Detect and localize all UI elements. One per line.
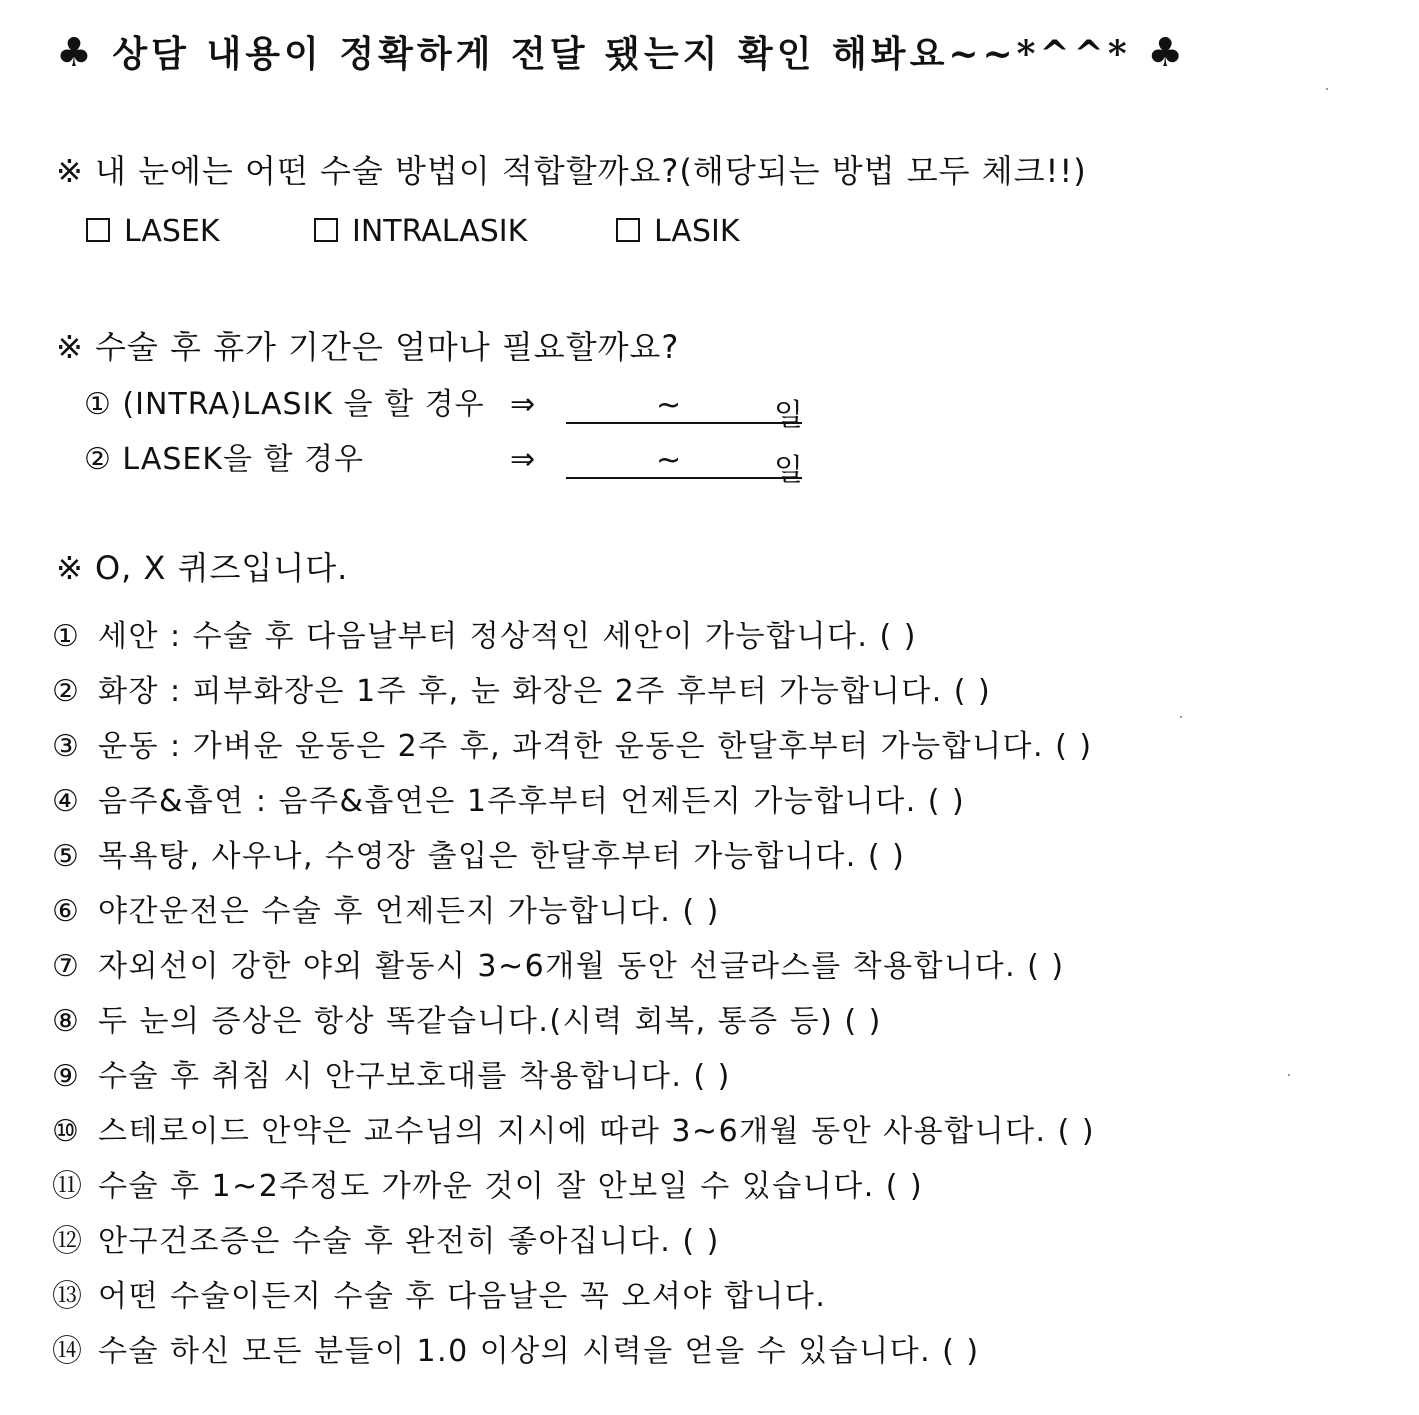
quiz-text: 야간운전은 수술 후 언제든지 가능합니다. ( ) <box>98 894 720 929</box>
quiz-item[interactable] <box>52 941 1065 985</box>
day-unit: 일 <box>774 398 803 433</box>
club-left-icon: ♣ <box>56 29 96 76</box>
option-lasik-label: LASIK <box>654 214 740 249</box>
tilde-separator: ~ <box>656 388 682 423</box>
quiz-item[interactable] <box>52 666 991 710</box>
quiz-text: 자외선이 강한 야외 활동시 3~6개월 동안 선글라스를 착용합니다. ( ) <box>98 949 1065 984</box>
day-unit: 일 <box>774 453 803 488</box>
arrow-icon: ⇒ <box>510 387 536 422</box>
arrow-icon: ⇒ <box>510 442 536 477</box>
title-text: 상담 내용이 정확하게 전달 됐는지 확인 해봐요~~*^^* <box>112 33 1131 75</box>
option-lasek-label: LASEK <box>124 214 220 249</box>
scan-speck <box>1180 716 1182 718</box>
quiz-text: 수술 후 1~2주정도 가까운 것이 잘 안보일 수 있습니다. ( ) <box>98 1169 924 1204</box>
page-title <box>56 29 1188 76</box>
tilde-separator: ~ <box>656 443 682 478</box>
quiz-number: ⑥ <box>52 894 81 929</box>
quiz-text: 수술 후 취침 시 안구보호대를 착용합니다. ( ) <box>98 1059 731 1094</box>
quiz-text: 두 눈의 증상은 항상 똑같습니다.(시력 회복, 통증 등) ( ) <box>98 1004 882 1039</box>
quiz-item[interactable] <box>52 1216 720 1260</box>
quiz-number: ⑩ <box>52 1114 81 1149</box>
quiz-text: 안구건조증은 수술 후 완전히 좋아집니다. ( ) <box>98 1224 720 1259</box>
quiz-text: 어떤 수술이든지 수술 후 다음날은 꼭 오셔야 합니다. <box>98 1279 827 1314</box>
option-lasek[interactable] <box>86 214 220 249</box>
quiz-item[interactable] <box>52 1161 923 1205</box>
quiz-text: 수술 하신 모든 분들이 1.0 이상의 시력을 얻을 수 있습니다. ( ) <box>98 1334 980 1369</box>
quiz-text: 세안 : 수술 후 다음날부터 정상적인 세안이 가능합니다. ( ) <box>98 619 917 654</box>
vacation-row-intralasik-label: ① (INTRA)LASIK 을 할 경우 <box>84 387 485 422</box>
quiz-number: ⑤ <box>52 839 81 874</box>
question-vacation-period: ※ 수술 후 휴가 기간은 얼마나 필요할까요? <box>56 328 680 366</box>
option-intralasik-label: INTRALASIK <box>352 214 528 249</box>
checkbox-lasik[interactable] <box>616 218 640 242</box>
quiz-number: ⑪ <box>52 1169 84 1204</box>
quiz-item[interactable] <box>52 611 917 655</box>
quiz-item[interactable] <box>52 776 965 820</box>
option-lasik[interactable] <box>616 214 740 249</box>
quiz-number: ⑭ <box>52 1334 84 1369</box>
question-ox-quiz: ※ O, X 퀴즈입니다. <box>56 549 349 587</box>
quiz-item[interactable] <box>52 831 905 875</box>
option-intralasik[interactable] <box>314 214 527 249</box>
quiz-number: ⑧ <box>52 1004 81 1039</box>
quiz-item[interactable] <box>52 1051 731 1095</box>
checkbox-intralasik[interactable] <box>314 218 338 242</box>
quiz-item[interactable] <box>52 1106 1095 1150</box>
quiz-text: 목욕탕, 사우나, 수영장 출입은 한달후부터 가능합니다. ( ) <box>98 839 906 874</box>
scan-speck <box>1326 88 1328 90</box>
quiz-number: ② <box>52 674 81 709</box>
scan-speck <box>1288 1074 1290 1076</box>
checkbox-lasek[interactable] <box>86 218 110 242</box>
quiz-text: 운동 : 가벼운 운동은 2주 후, 과격한 운동은 한달후부터 가능합니다. ( ) <box>98 729 1093 764</box>
vacation-days-input-intralasik[interactable] <box>566 392 802 424</box>
quiz-text: 스테로이드 안약은 교수님의 지시에 따라 3~6개월 동안 사용합니다. ( ) <box>98 1114 1096 1149</box>
quiz-text: 음주&흡연 : 음주&흡연은 1주후부터 언제든지 가능합니다. ( ) <box>98 784 966 819</box>
quiz-item[interactable] <box>52 1271 826 1315</box>
quiz-item[interactable] <box>52 1326 980 1370</box>
quiz-number: ⑨ <box>52 1059 81 1094</box>
vacation-row-lasek-label: ② LASEK을 할 경우 <box>84 442 365 477</box>
quiz-number: ⑫ <box>52 1224 84 1259</box>
question-surgery-method: ※ 내 눈에는 어떤 수술 방법이 적합할까요?(해당되는 방법 모두 체크!!) <box>56 152 1087 190</box>
quiz-number: ⑬ <box>52 1279 84 1314</box>
quiz-number: ③ <box>52 729 81 764</box>
quiz-number: ⑦ <box>52 949 81 984</box>
club-right-icon: ♣ <box>1147 29 1188 76</box>
vacation-days-input-lasek[interactable] <box>566 447 802 479</box>
quiz-number: ④ <box>52 784 81 819</box>
quiz-item[interactable] <box>52 721 1093 765</box>
quiz-number: ① <box>52 619 81 654</box>
quiz-item[interactable] <box>52 886 720 930</box>
quiz-item[interactable] <box>52 996 882 1040</box>
quiz-text: 화장 : 피부화장은 1주 후, 눈 화장은 2주 후부터 가능합니다. ( ) <box>98 674 992 709</box>
